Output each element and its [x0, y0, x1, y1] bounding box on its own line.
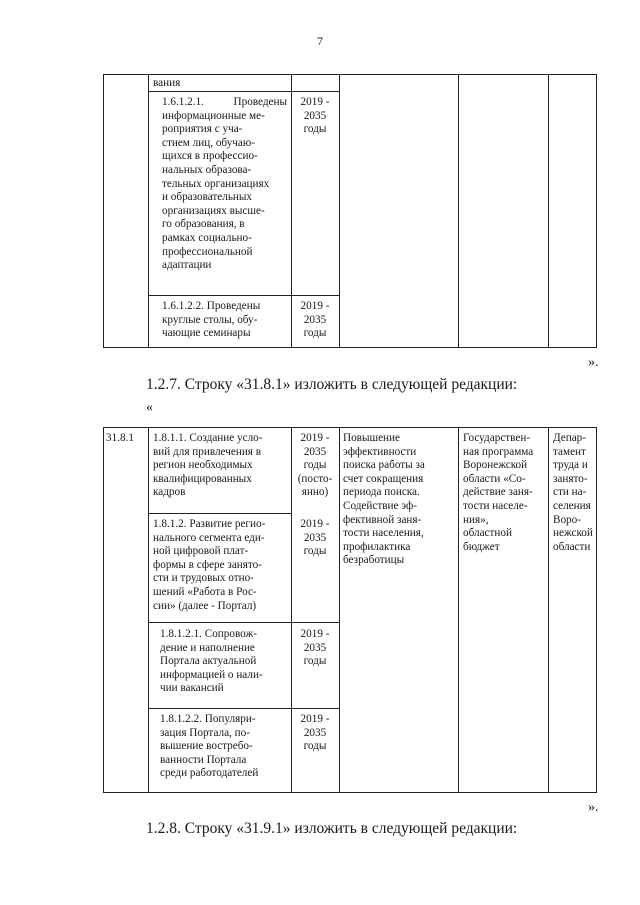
table-border	[103, 347, 596, 348]
table-cell-code: 31.8.1	[106, 432, 134, 444]
table-divider	[148, 708, 339, 709]
table-divider	[291, 74, 292, 348]
table-cell-measure: 1.6.1.2.2. Проведены круглые столы, обу- чающие семинары	[162, 300, 261, 340]
page-number: 7	[317, 34, 323, 48]
table-cell-period: 2019 - 2035 годы	[300, 713, 330, 753]
table-border	[103, 74, 104, 348]
table-divider	[291, 427, 292, 793]
table-divider	[148, 295, 339, 296]
amendment-heading: 1.2.8. Строку «31.9.1» изложить в следующей редакции:	[146, 820, 518, 837]
table-border	[103, 427, 104, 793]
table-divider	[458, 74, 459, 348]
table-cell-period: 2019 - 2035 годы	[300, 628, 330, 668]
table-cell-measure: 1.8.1.2. Развитие регио- нального сегмента еди- ной цифровой плат- формы в сфере занято- сти и трудовых отно- шений «Работа в Рос- сии» (далее - Портал)	[153, 518, 266, 612]
table-cell-period: 2019 - 2035 годы	[300, 96, 330, 136]
table-cell-funding-source: Государствен- ная программа Воронежской области «Со- действие заня- тости населе- ния», областной бюджет	[463, 432, 534, 553]
opening-quote: «	[146, 400, 153, 415]
table-divider	[148, 91, 339, 92]
table-border	[103, 792, 596, 793]
table-border	[103, 427, 596, 428]
table-divider	[548, 74, 549, 348]
table-divider	[148, 427, 149, 793]
table-cell-result: Повышение эффективности поиска работы за счет сокращения периода поиска. Содействие эф- фективной заня- тости населения, профилактика безработицы	[343, 432, 425, 567]
table-cell-period: 2019 - 2035 годы (посто- янно)	[297, 432, 333, 499]
table-cell-measure: 1.8.1.2.1. Сопровож- дение и наполнение Портала актуальной информацией о нали- чии вакансий	[160, 628, 263, 695]
table-cell-period: 2019 - 2035 годы	[300, 518, 330, 558]
table-divider	[339, 427, 340, 793]
table-border	[103, 74, 596, 75]
table-divider	[339, 74, 340, 348]
table-divider	[458, 427, 459, 793]
table-divider	[148, 74, 149, 348]
table-cell-measure: 1.8.1.2.2. Популяри- зация Портала, по- вышение востребо- ванности Портала среди работодателей	[160, 713, 259, 780]
table-cell-measure: 1.6.1.2.1. Проведены информационные ме- роприятия с уча- стием лиц, обучаю- щихся в профессио- нальных образова- тельных организациях и образовательных организациях высше- го образования, в рамках социально- профессиональной адаптации	[162, 96, 287, 272]
table-divider	[148, 622, 339, 623]
table-cell-executor: Депар- тамент труда и занято- сти на- селения Воро- нежской области	[553, 432, 593, 553]
closing-quote: ».	[588, 800, 599, 815]
table-divider	[148, 513, 292, 514]
table-border	[596, 74, 597, 348]
closing-quote: ».	[588, 355, 599, 370]
table-cell-measure: 1.8.1.1. Создание усло- вий для привлечения в регион необходимых квалифицированных кадров	[153, 432, 263, 499]
table-cell-period: 2019 - 2035 годы	[300, 300, 330, 340]
table-divider	[548, 427, 549, 793]
table-border	[596, 427, 597, 793]
table-cell-measure: вания	[153, 77, 181, 89]
amendment-heading: 1.2.7. Строку «31.8.1» изложить в следующей редакции:	[146, 376, 518, 393]
